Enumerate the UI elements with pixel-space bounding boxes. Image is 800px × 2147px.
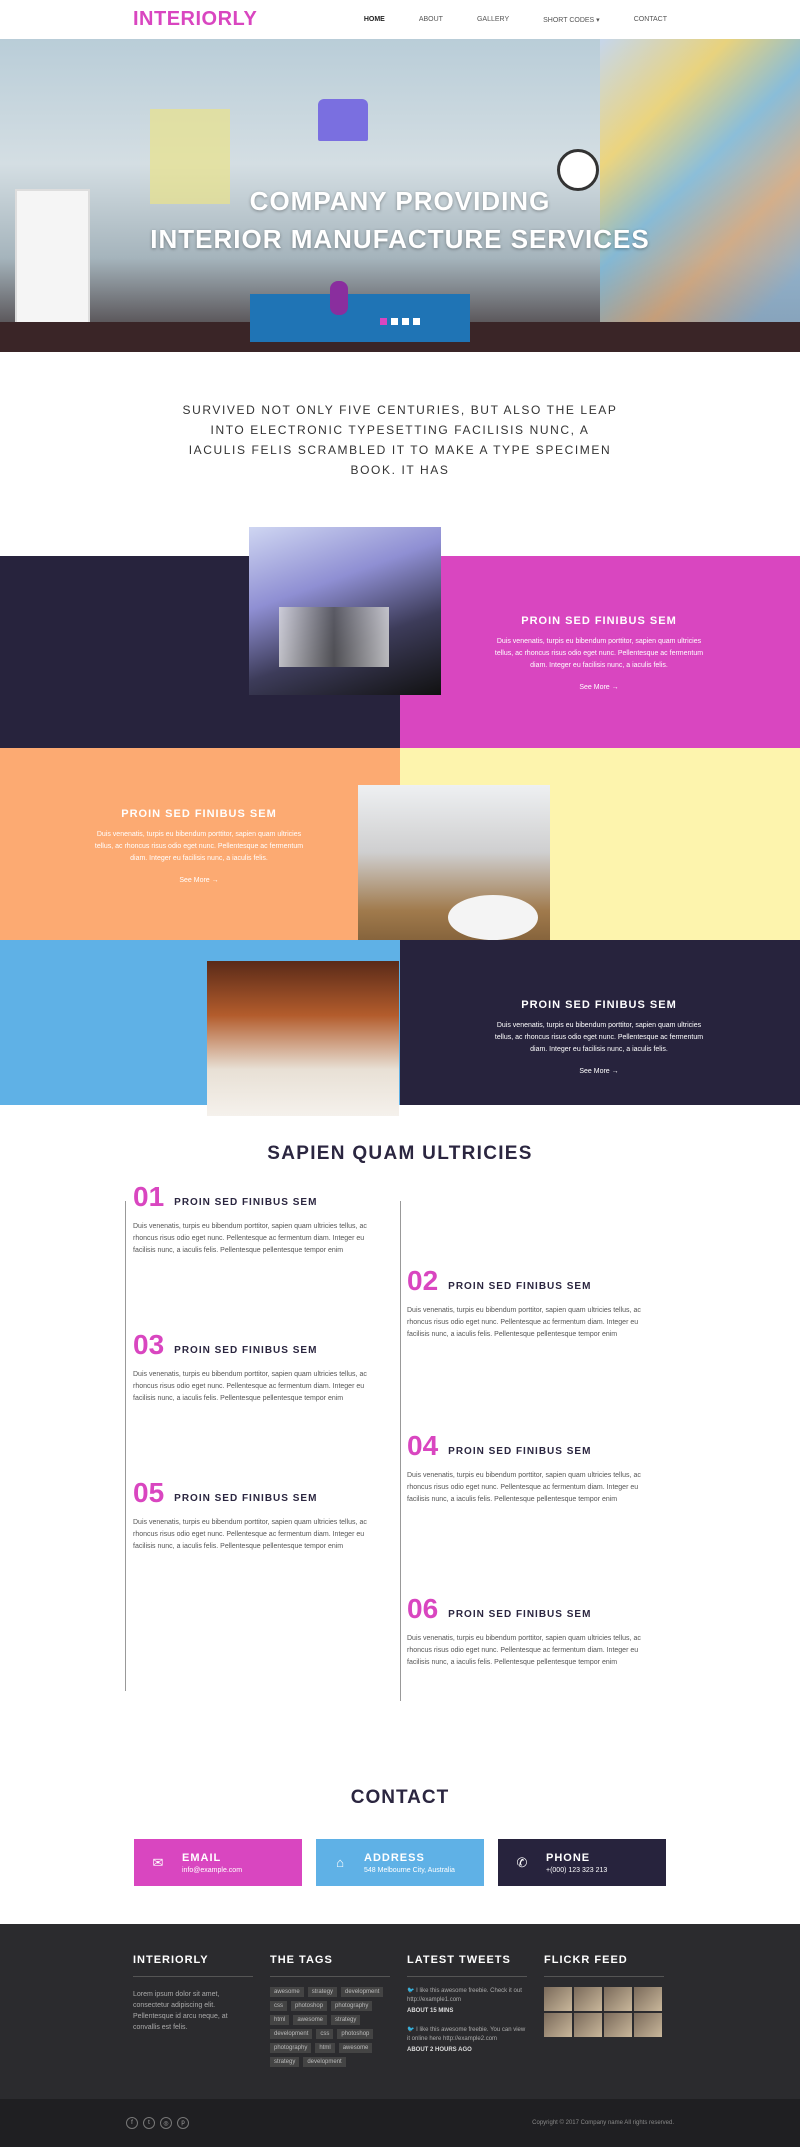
feature-image-bedroom (249, 527, 441, 695)
see-more-link-2[interactable]: See More → (179, 877, 219, 884)
timeline-item-4 (407, 1432, 657, 1506)
feature-title-2: PROIN SED FINIBUS SEM (121, 808, 277, 820)
timeline-number-3: 03 (133, 1329, 165, 1360)
contact-card-email[interactable] (134, 1839, 302, 1886)
timeline-label-1: PROIN SED FINIBUS SEM (174, 1197, 318, 1208)
twitter-icon[interactable]: t (143, 2117, 155, 2129)
flickr-thumb[interactable] (604, 2013, 632, 2037)
feature-image-living-room (207, 961, 399, 1116)
tag[interactable]: awesome (270, 1987, 304, 1997)
slider-dot-2[interactable] (391, 318, 398, 325)
phone-icon: ✆ (516, 1854, 528, 1870)
hero-lamp (318, 99, 368, 141)
footer-about-title: INTERIORLY (133, 1954, 253, 1977)
timeline-label-4: PROIN SED FINIBUS SEM (448, 1446, 592, 1457)
feature-text-1 (489, 615, 709, 691)
timeline-text-2: Duis venenatis, turpis eu bibendum porttitor, sapien quam ultricies tellus, ac rhoncus risus odio eget nunc. Pellentesque ac fermentum diam. Integer eu facilisis nunc, a iaculis felis. Pellentesque pellentesque tempor enim (407, 1307, 641, 1338)
flickr-thumb[interactable] (574, 1987, 602, 2011)
twitter-icon: 🐦 (407, 2027, 417, 2033)
timeline-text-3: Duis venenatis, turpis eu bibendum porttitor, sapien quam ultricies tellus, ac rhoncus risus odio eget nunc. Pellentesque ac fermentum diam. Integer eu facilisis nunc, a iaculis felis. Pellentesque pellentesque tempor enim (133, 1371, 367, 1402)
tag[interactable]: html (270, 2015, 289, 2025)
hero-heading-line2: INTERIOR MANUFACTURE SERVICES (150, 224, 650, 254)
timeline-number-2: 02 (407, 1265, 439, 1296)
tag[interactable]: development (341, 1987, 383, 1997)
tag[interactable]: strategy (308, 1987, 337, 1997)
tag[interactable]: development (270, 2029, 312, 2039)
see-more-link-3[interactable]: See More → (579, 1068, 619, 1075)
feature-title-1: PROIN SED FINIBUS SEM (521, 615, 677, 627)
footer-flickr-title: FLICKR FEED (544, 1954, 664, 1977)
footer-about-text: Lorem ipsum dolor sit amet, consectetur adipiscing elit. Pellentesque id arcu neque, at convallis est felis. (133, 1991, 228, 2031)
feature-desc-2: Duis venenatis, turpis eu bibendum porttitor, sapien quam ultricies tellus, ac rhoncus risus odio eget nunc. Pellentesque ac fermentum diam. Integer eu facilisis nunc, a iaculis felis. (94, 831, 304, 862)
timeline-number-6: 06 (407, 1593, 439, 1624)
bottom-bar (0, 2099, 800, 2147)
tweet-time-1: ABOUT 15 MINS (407, 2008, 454, 2014)
footer-tweets (407, 1954, 527, 2055)
tweet-time-2: ABOUT 2 HOURS AGO (407, 2047, 472, 2053)
timeline-label-6: PROIN SED FINIBUS SEM (448, 1609, 592, 1620)
contact-cards (0, 1839, 800, 1886)
contact-email-value[interactable]: info@example.com (182, 1866, 243, 1874)
footer-tags (270, 1954, 390, 2067)
tag[interactable]: awesome (339, 2043, 373, 2053)
hero-table (250, 294, 470, 342)
hero-vase (330, 281, 348, 315)
feature-title-3: PROIN SED FINIBUS SEM (521, 999, 677, 1011)
main-menu (364, 16, 667, 24)
footer-tweets-title: LATEST TWEETS (407, 1954, 527, 1977)
timeline-label-2: PROIN SED FINIBUS SEM (448, 1281, 592, 1292)
social-links (126, 2117, 189, 2129)
feature-text-2 (89, 808, 309, 884)
contact-phone-label: PHONE (546, 1851, 591, 1864)
menu-item-contact[interactable]: CONTACT (633, 15, 667, 23)
timeline-line-left (125, 1201, 126, 1691)
flickr-thumb[interactable] (634, 1987, 662, 2011)
contact-address-label: ADDRESS (364, 1851, 425, 1864)
slider-dots (380, 318, 420, 325)
footer-flickr (544, 1954, 664, 2037)
tag[interactable]: css (316, 2029, 333, 2039)
footer-about (133, 1954, 253, 2033)
flickr-thumb[interactable] (544, 1987, 572, 2011)
slider-dot-1[interactable] (380, 318, 387, 325)
feature-text-3 (489, 999, 709, 1075)
timeline-item-5 (133, 1479, 383, 1553)
timeline-number-5: 05 (133, 1477, 165, 1508)
see-more-link-1[interactable]: See More → (579, 684, 619, 691)
timeline-text-6: Duis venenatis, turpis eu bibendum porttitor, sapien quam ultricies tellus, ac rhoncus risus odio eget nunc. Pellentesque ac fermentum diam. Integer eu facilisis nunc, a iaculis felis. Pellentesque pellentesque tempor enim (407, 1635, 641, 1666)
contact-address-value: 548 Melbourne City, Australia (364, 1866, 455, 1874)
tag-cloud (270, 1987, 390, 2067)
instagram-icon[interactable]: ◎ (160, 2117, 172, 2129)
flickr-thumb[interactable] (544, 2013, 572, 2037)
timeline-label-5: PROIN SED FINIBUS SEM (174, 1493, 318, 1504)
tag[interactable]: html (315, 2043, 334, 2053)
features-section (0, 527, 800, 1105)
menu-item-gallery[interactable]: GALLERY (476, 15, 510, 23)
timeline-text-5: Duis venenatis, turpis eu bibendum porttitor, sapien quam ultricies tellus, ac rhoncus risus odio eget nunc. Pellentesque ac fermentum diam. Integer eu facilisis nunc, a iaculis felis. Pellentesque pellentesque tempor enim (133, 1519, 367, 1550)
contact-card-address[interactable] (316, 1839, 484, 1886)
tag[interactable]: strategy (270, 2057, 299, 2067)
timeline-title: SAPIEN QUAM ULTRICIES (267, 1143, 533, 1164)
home-icon: ⌂ (336, 1855, 344, 1870)
timeline (0, 1183, 800, 1735)
contact-card-phone[interactable] (498, 1839, 666, 1886)
slider-dot-4[interactable] (413, 318, 420, 325)
twitter-icon: 🐦 (407, 1988, 417, 1994)
tag[interactable]: photography (331, 2001, 372, 2011)
flickr-thumb[interactable] (604, 1987, 632, 2011)
envelope-icon: ✉ (152, 1854, 164, 1870)
contact-email-label: EMAIL (182, 1851, 222, 1864)
flickr-grid (544, 1987, 664, 2037)
facebook-icon[interactable]: f (126, 2117, 138, 2129)
tag[interactable]: photoshop (291, 2001, 327, 2011)
tag[interactable]: photoshop (337, 2029, 373, 2039)
tag[interactable]: awesome (293, 2015, 327, 2025)
flickr-thumb[interactable] (634, 2013, 662, 2037)
tweet-text-2[interactable]: I like this awesome freebie. You can view it online here http://example2.com (407, 2027, 526, 2042)
tag[interactable]: photography (270, 2043, 311, 2053)
tweet-2 (407, 2026, 527, 2055)
footer (0, 1924, 800, 2099)
timeline-number-1: 01 (133, 1181, 165, 1212)
menu-item-about[interactable]: ABOUT (418, 15, 443, 23)
timeline-label-3: PROIN SED FINIBUS SEM (174, 1345, 318, 1356)
intro-text: SURVIVED NOT ONLY FIVE CENTURIES, BUT ALSO THE LEAP INTO ELECTRONIC TYPESETTING FACILISIS NUNC, A IACULIS FELIS SCRAMBLED IT TO MAKE A TYPE SPECIMEN BOOK. IT HAS (182, 402, 618, 477)
logo[interactable]: INTERIORLY (133, 8, 258, 30)
menu-item-short-codes[interactable]: SHORT CODES ▾ (543, 16, 600, 24)
navbar (0, 0, 800, 39)
slider-dot-3[interactable] (402, 318, 409, 325)
tweet-text-1[interactable]: I like this awesome freebie. Check it out http://example1.com (407, 1988, 522, 2003)
timeline-line-right (400, 1201, 401, 1701)
feature-desc-1: Duis venenatis, turpis eu bibendum porttitor, sapien quam ultricies tellus, ac rhoncus risus odio eget nunc. Pellentesque ac fermentum diam. Integer eu facilisis nunc, a iaculis felis. (494, 638, 704, 669)
contact-phone-value[interactable]: +(000) 123 323 213 (546, 1866, 608, 1874)
hero-banner (0, 39, 800, 352)
contact-title: CONTACT (350, 1787, 450, 1808)
pinterest-icon[interactable]: p (177, 2117, 189, 2129)
copyright-text: Copyright © 2017 Company name All rights reserved. (532, 2120, 674, 2126)
timeline-item-3 (133, 1331, 383, 1405)
tag[interactable]: development (303, 2057, 345, 2067)
timeline-number-4: 04 (407, 1430, 439, 1461)
feature-image-kitchen (358, 785, 550, 953)
timeline-text-4: Duis venenatis, turpis eu bibendum porttitor, sapien quam ultricies tellus, ac rhoncus risus odio eget nunc. Pellentesque ac fermentum diam. Integer eu facilisis nunc, a iaculis felis. Pellentesque pellentesque tempor enim (407, 1472, 641, 1503)
tweet-1 (407, 1987, 527, 2016)
tag[interactable]: css (270, 2001, 287, 2011)
timeline-item-1 (133, 1183, 383, 1257)
timeline-item-6 (407, 1595, 657, 1669)
flickr-thumb[interactable] (574, 2013, 602, 2037)
timeline-item-2 (407, 1267, 657, 1341)
menu-item-home[interactable]: HOME (363, 15, 385, 23)
timeline-text-1: Duis venenatis, turpis eu bibendum porttitor, sapien quam ultricies tellus, ac rhoncus risus odio eget nunc. Pellentesque ac fermentum diam. Integer eu facilisis nunc, a iaculis felis. Pellentesque pellentesque tempor enim (133, 1223, 367, 1254)
hero-heading-line1: COMPANY PROVIDING (249, 186, 551, 216)
feature-desc-3: Duis venenatis, turpis eu bibendum porttitor, sapien quam ultricies tellus, ac rhoncus risus odio eget nunc. Pellentesque ac fermentum diam. Integer eu facilisis nunc, a iaculis felis. (494, 1022, 704, 1053)
hero-heading (0, 182, 800, 258)
intro-section (0, 352, 800, 527)
tag[interactable]: strategy (331, 2015, 360, 2025)
footer-tags-title: THE TAGS (270, 1954, 390, 1977)
